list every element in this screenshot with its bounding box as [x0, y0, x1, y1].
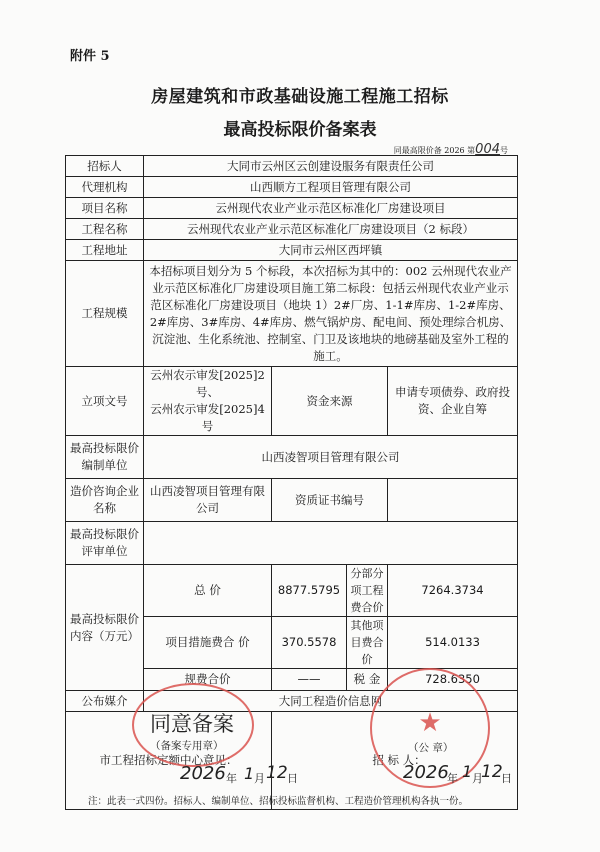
- row-agency: [66, 177, 518, 198]
- row-price-1: [66, 565, 518, 617]
- tax-value: 728.6350: [388, 669, 518, 691]
- title-line-2: 最高投标限价备案表: [223, 120, 377, 140]
- fees-value: ——: [272, 669, 347, 691]
- tenderer-value: 大同市云州区云创建设服务有限责任公司: [144, 156, 518, 177]
- approval-label: 立项文号: [66, 367, 144, 436]
- right-date-unit-day: 日: [501, 772, 512, 785]
- tenderer-sign-label: 招 标 人：: [372, 753, 426, 767]
- consult-label: 造价咨询企业名称: [66, 479, 144, 522]
- consult-value: 山西凌智项目管理有限公司: [144, 479, 272, 522]
- right-date-year: 2026: [403, 762, 449, 783]
- funding-value: 申请专项债券、政府投资、企业自筹: [388, 367, 518, 436]
- left-date-year: 2026: [180, 763, 226, 784]
- handwritten-opinion: 同意备案: [150, 712, 234, 736]
- media-value: 大同工程造价信息网: [144, 691, 518, 712]
- compiler-value: 山西凌智项目管理有限公司: [144, 436, 518, 479]
- approval-value-2: 云州农示审发[2025]4 号: [150, 402, 265, 433]
- agency-value: 山西顺方工程项目管理有限公司: [144, 177, 518, 198]
- compiler-label: 最高投标限价编制单位: [66, 436, 144, 479]
- project-label: 项目名称: [66, 198, 144, 219]
- address-label: 工程地址: [66, 240, 144, 261]
- center-opinion-label: 市工程招标定额中心意见：: [99, 753, 238, 767]
- cert-value: [388, 479, 518, 522]
- scope-label: 工程规模: [66, 261, 144, 367]
- annex-label: 附件 5: [70, 49, 110, 64]
- measures-label: 项目措施费合 价: [144, 617, 272, 669]
- review-label: 最高投标限价评审单位: [66, 522, 144, 565]
- scope-value: 本招标项目划分为 5 个标段，本次招标为其中的：002 云州现代农业产业示范区标准化厂房建设项目施工第二标段：包括云州现代农业产业示范区标准化厂房建设项目（地块 1）2#厂房、1-1#库房、1-2#库房、2#库房、3#库房、4#库房、燃气锅炉房、配电间、预处理综合机房、沉淀池、生化系统池、控制室、门卫及该地块的地磅基础及室外工程的施工。: [144, 261, 518, 367]
- agency-label: 代理机构: [66, 177, 144, 198]
- funding-label: 资金来源: [272, 367, 388, 436]
- left-date-unit-year: 年: [226, 772, 237, 785]
- row-consult: [66, 479, 518, 522]
- right-date-day: 12: [481, 762, 503, 782]
- media-label: 公布媒介: [66, 691, 144, 712]
- ref-suffix: 号: [500, 146, 508, 155]
- approval-value: [144, 367, 272, 436]
- other-value: 514.0133: [388, 617, 518, 669]
- approval-value-1: 云州农示审发[2025]2 号、: [150, 368, 265, 399]
- left-date-day: 12: [266, 763, 288, 783]
- row-tenderer: [66, 156, 518, 177]
- right-date-unit-month: 月: [472, 772, 483, 785]
- tax-label: 税 金: [347, 669, 388, 691]
- cert-label: 资质证书编号: [272, 479, 388, 522]
- project-value: 云州现代农业产业示范区标准化厂房建设项目: [144, 198, 518, 219]
- right-date-month: 1: [462, 762, 473, 781]
- row-engineering: [66, 219, 518, 240]
- seal-star-icon: ★: [418, 708, 442, 738]
- address-value: 大同市云州区西坪镇: [144, 240, 518, 261]
- left-date-month: 1: [244, 764, 255, 783]
- engineering-value: 云州现代农业产业示范区标准化厂房建设项目（2 标段）: [144, 219, 518, 240]
- title-line-1: 房屋建筑和市政基础设施工程施工招标: [151, 87, 449, 107]
- left-date-unit-month: 月: [254, 772, 265, 785]
- row-review: [66, 522, 518, 565]
- total-value: 8877.5795: [272, 565, 347, 617]
- stamp-note-left: （备案专用章）: [150, 740, 224, 752]
- other-label: 其他项目费合价: [347, 617, 388, 669]
- engineering-label: 工程名称: [66, 219, 144, 240]
- row-scope: [66, 261, 518, 367]
- content-label: 最高投标限价内容（万元）: [66, 565, 144, 691]
- tenderer-label: 招标人: [66, 156, 144, 177]
- row-project: [66, 198, 518, 219]
- subitem-value: 7264.3734: [388, 565, 518, 617]
- measures-value: 370.5578: [272, 617, 347, 669]
- footnote: 注：此表一式四份。招标人、编制单位、招标投标监督机构、工程造价管理机构各执一份。: [88, 796, 469, 807]
- right-date-unit-year: 年: [447, 772, 458, 785]
- ref-number: 004: [475, 142, 500, 157]
- ref-prefix: 同最高限价备 2026 第: [393, 146, 476, 155]
- subitem-label: 分部分项工程费合价: [347, 565, 388, 617]
- total-label: 总 价: [144, 565, 272, 617]
- row-compiler: [66, 436, 518, 479]
- left-date-unit-day: 日: [287, 772, 298, 785]
- fees-label: 规费合价: [144, 669, 272, 691]
- review-value: [144, 522, 518, 565]
- row-address: [66, 240, 518, 261]
- row-approval: [66, 367, 518, 436]
- stamp-note-right: （公 章）: [408, 742, 454, 754]
